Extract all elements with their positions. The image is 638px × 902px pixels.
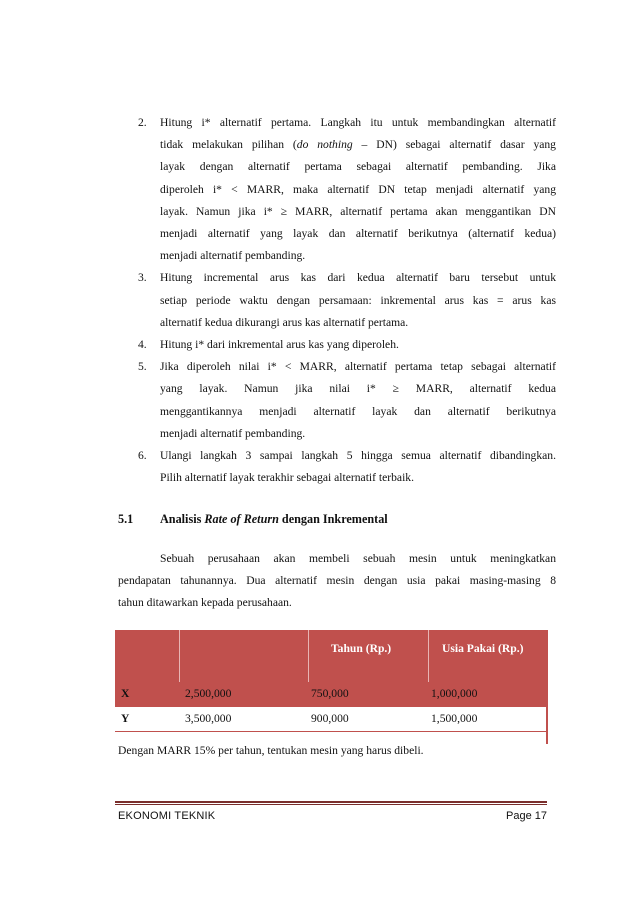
step-number: 5. xyxy=(138,360,147,374)
header-divider xyxy=(308,630,309,682)
table-cell: 2,500,000 xyxy=(185,687,232,700)
step-item xyxy=(118,267,556,334)
do-nothing-term: do nothing xyxy=(296,138,353,152)
step-line: setiap periode waktu dengan persamaan: inkremental arus kas = arus kas xyxy=(160,293,556,307)
table-row xyxy=(115,707,547,732)
step-number: 6. xyxy=(138,449,147,463)
step-item xyxy=(118,445,556,489)
paragraph-line: Sebuah perusahaan akan membeli sebuah mesin untuk meningkatkan xyxy=(160,552,556,565)
step-item xyxy=(118,334,556,356)
step-line: Hitung i* dari inkremental arus kas yang diperoleh. xyxy=(160,338,399,352)
step-line: Hitung incremental arus kas dari kedua alternatif baru tersebut untuk xyxy=(160,271,556,285)
step-line: layak dengan alternatif pertama sebagai alternatif pembanding. Jika xyxy=(160,160,556,174)
table-cell: X xyxy=(121,687,130,700)
step-line: menjadi alternatif pembanding. xyxy=(160,426,306,440)
header-divider xyxy=(428,630,429,682)
section-title-prefix: Analisis xyxy=(160,512,205,526)
paragraph-line: tahun ditawarkan kepada perusahaan. xyxy=(118,595,292,609)
table-cell: 3,500,000 xyxy=(185,712,232,725)
step-line: Pilih alternatif layak terakhir sebagai alternatif terbaik. xyxy=(160,471,414,485)
step-line: Ulangi langkah 3 sampai langkah 5 hingga semua alternatif dibandingkan. xyxy=(160,449,556,463)
step-line: tidak melakukan pilihan (do nothing – DN) sebagai alternatif dasar yang xyxy=(160,138,556,152)
step-number: 3. xyxy=(138,271,147,285)
table-cell: 1,000,000 xyxy=(431,687,478,700)
step-line: Jika diperoleh nilai i* < MARR, alternatif pertama tetap sebagai alternatif xyxy=(160,360,556,374)
section-title-italic: Rate of Return xyxy=(204,512,279,526)
header-divider xyxy=(179,630,180,682)
step-line: menjadi alternatif yang layak dan alternatif berikutnya (alternatif kedua) xyxy=(160,227,556,241)
problem-paragraph xyxy=(118,548,556,613)
table-cell: 900,000 xyxy=(311,712,349,725)
step-line: menggantikannya menjadi alternatif layak dan alternatif berikutnya xyxy=(160,404,556,418)
step-line: menjadi alternatif pembanding. xyxy=(160,249,306,263)
steps-list xyxy=(118,112,556,489)
table-right-border xyxy=(546,630,548,744)
section-heading xyxy=(118,512,388,527)
table-cell: Y xyxy=(121,712,130,725)
closing-question: Dengan MARR 15% per tahun, tentukan mesin yang harus dibeli. xyxy=(118,744,424,757)
footer-rule xyxy=(115,801,547,803)
section-number: 5.1 xyxy=(118,512,134,526)
header-cell: Tahun (Rp.) xyxy=(331,642,392,655)
paragraph-line: pendapatan tahunannya. Dua alternatif mesin dengan usia pakai masing-masing 8 xyxy=(118,573,556,587)
step-item xyxy=(118,112,556,267)
step-number: 4. xyxy=(138,338,147,352)
step-line: layak. Namun jika i* ≥ MARR, alternatif pertama akan menggantikan DN xyxy=(160,204,556,218)
table-cell: 750,000 xyxy=(311,687,349,700)
step-line: diperoleh i* < MARR, maka alternatif DN tetap menjadi alternatif yang xyxy=(160,182,556,196)
section-title-suffix: dengan Inkremental xyxy=(278,512,388,526)
step-number: 2. xyxy=(138,116,147,129)
page-number: Page 17 xyxy=(506,810,547,822)
step-line: Hitung i* alternatif pertama. Langkah itu untuk membandingkan alternatif xyxy=(160,116,556,129)
table-row xyxy=(115,682,547,707)
step-line: alternatif kedua dikurangi arus kas alternatif pertama. xyxy=(160,315,409,329)
machine-table xyxy=(115,630,547,732)
footer-title: EKONOMI TEKNIK xyxy=(118,810,216,822)
table-cell: 1,500,000 xyxy=(431,712,478,725)
footer-rule xyxy=(115,804,547,805)
table-header xyxy=(115,630,547,682)
header-cell: Usia Pakai (Rp.) xyxy=(442,642,524,655)
step-item xyxy=(118,356,556,445)
step-line: yang layak. Namun jika nilai i* ≥ MARR, alternatif kedua xyxy=(160,382,556,396)
